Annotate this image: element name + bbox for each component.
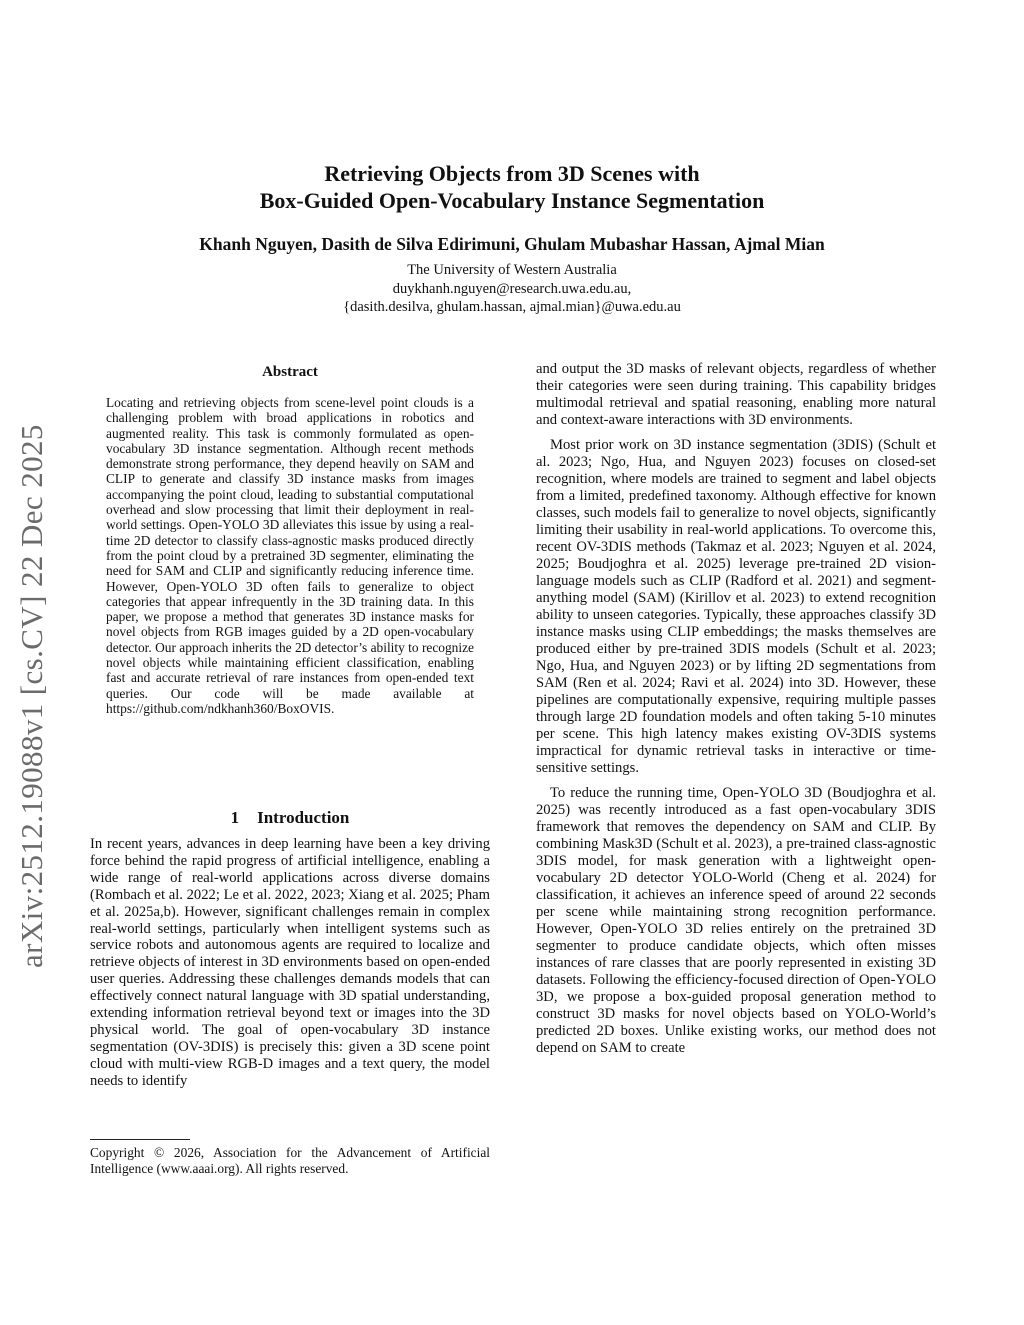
abstract-text: Locating and retrieving objects from scene-level point clouds is a challenging problem with broad applications in robotics and augmented reality. This task is commonly formulated as open-vocabulary 3D instance segmentation. Although recent methods demonstrate strong performance, they depend heavily on SAM and CLIP to generate and classify 3D instance masks from images accompanying the point cloud, leading to substantial computational overhead and slow processing that limit their deployment in real-world settings. Open-YOLO 3D alleviates this issue by using a real-time 2D detector to classify class-agnostic masks produced directly from the point cloud by a pretrained 3D segmenter, eliminating the need for SAM and CLIP and significantly reducing inference time. However, Open-YOLO 3D often fails to generalize to object categories that appear infrequently in the 3D training data. In this paper, we propose a method that generates 3D instance masks for novel objects from RGB images guided by a 2D open-vocabulary detector. Our approach inherits the 2D detector’s ability to recognize novel objects while maintaining efficient classification, enabling fast and accurate retrieval of rare instances from open-ended text queries. Our code will be made available at https://github.com/ndkhanh360/BoxOVIS. (106, 395, 474, 716)
section-title: Introduction (257, 808, 350, 827)
affiliation: The University of Western Australia (407, 262, 617, 278)
right-paragraph-3: To reduce the running time, Open-YOLO 3D (Boudjoghra et al. 2025) was recently introduced as a fast open-vocabulary 3DIS framework that removes the dependency on SAM and CLIP. By combining Mask3D (Schult et al. 2023), a pre-trained class-agnostic 3DIS model, for mask generation with a lightweight open-vocabulary 2D detector YOLO-World (Cheng et al. 2024) for classification, it achieves an inference speed of around 22 seconds per scene while maintaining strong recognition performance. However, Open-YOLO 3D relies entirely on the pretrained 3D segmenter to produce candidate objects, which often misses instances of rare classes that are poorly represented in existing 3D datasets. Following the efficiency-focused direction of Open-YOLO 3D, we propose a box-guided proposal generation method to construct 3D masks for novel objects based on YOLO-World’s predicted 2D boxes. Unlike existing works, our method does not depend on SAM to create (536, 785, 936, 1056)
intro-paragraph-1: In recent years, advances in deep learning have been a key driving force behind the rapid progress of artificial intelligence, enabling a wide range of real-world applications across diverse domains (Rombach et al. 2022; Le et al. 2022, 2023; Xiang et al. 2025; Pham et al. 2025a,b). However, significant challenges remain in complex real-world settings, particularly when intelligent systems such as service robots and autonomous agents are required to localize and retrieve objects of interest in 3D environments based on open-ended user queries. Addressing these challenges demands models that can effectively connect natural language with 3D spatial understanding, extending information retrieval beyond text or images into the 3D physical world. The goal of open-vocabulary 3D instance segmentation (OV-3DIS) is precisely this: given a 3D scene point cloud with multi-view RGB-D images and a text query, the model needs to identify (90, 836, 490, 1089)
arxiv-identifier: arXiv:2512.19088v1 [cs.CV] 22 Dec 2025 (14, 424, 49, 968)
footnote-rule (90, 1139, 190, 1140)
paper-title-line-2: Box-Guided Open-Vocabulary Instance Segmentation (259, 188, 765, 213)
right-column (536, 361, 936, 1065)
author-email-group: {dasith.desilva, ghulam.hassan, ajmal.mian}@uwa.edu.au (343, 299, 681, 315)
author-email-primary: duykhanh.nguyen@research.uwa.edu.au, (392, 281, 632, 297)
section-number: 1 (230, 808, 240, 827)
author-list: Khanh Nguyen, Dasith de Silva Edirimuni, Ghulam Mubashar Hassan, Ajmal Mian (199, 234, 825, 254)
section-heading-introduction (90, 808, 490, 828)
right-paragraph-2: Most prior work on 3D instance segmentation (3DIS) (Schult et al. 2023; Ngo, Hua, and Nguyen 2023) focuses on closed-set recognition, where models are trained to segment and label objects from a limited, predefined taxonomy. Although effective for known classes, such models fail to generalize to novel objects, significantly limiting their usability in real-world applications. To overcome this, recent OV-3DIS methods (Takmaz et al. 2023; Nguyen et al. 2024, 2025; Boudjoghra et al. 2025) leverage pre-trained 2D vision-language models such as CLIP (Radford et al. 2021) and segment-anything model (SAM) (Kirillov et al. 2023) to extend recognition ability to unseen categories. Typically, these approaches classify 3D instance masks using CLIP embeddings; the masks themselves are produced either by pre-trained 3DIS models (Schult et al. 2023; Ngo, Hua, and Nguyen 2023) or by lifting 2D segmentations from SAM (Ren et al. 2024; Ravi et al. 2024) into 3D. However, these pipelines are computationally expensive, requiring multiple passes through large 2D foundation models and often taking 5-10 minutes per scene. This high latency makes existing OV-3DIS systems impractical for dynamic retrieval tasks in interactive or time-sensitive settings. (536, 437, 936, 776)
right-paragraph-1: and output the 3D masks of relevant objects, regardless of whether their categories were seen during training. This capability bridges multimodal retrieval and spatial reasoning, enabling more natural and context-aware interactions with 3D environments. (536, 361, 936, 428)
abstract-heading: Abstract (262, 364, 318, 380)
paper-title-line-1: Retrieving Objects from 3D Scenes with (324, 161, 700, 186)
copyright-footnote: Copyright © 2026, Association for the Advancement of Artificial Intelligence (www.aaai.org). All rights reserved. (90, 1145, 490, 1176)
